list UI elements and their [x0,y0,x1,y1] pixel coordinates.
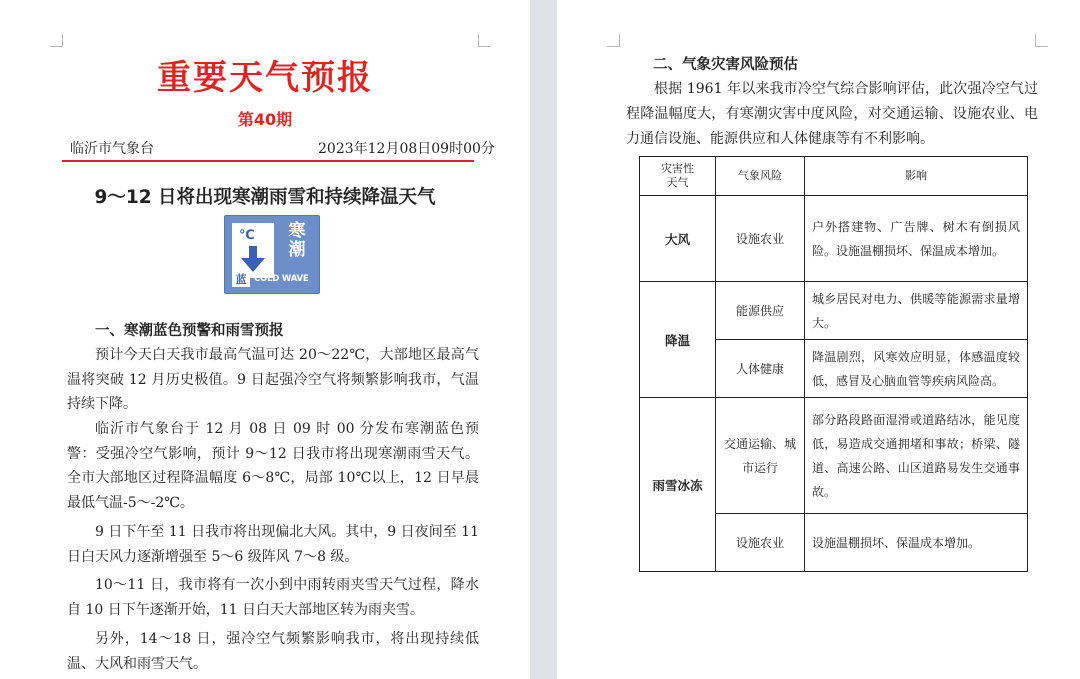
paragraph: 临沂市气象台于 12 月 08 日 09 时 00 分发布寒潮蓝色预警：受强冷空气影响，预计 9～12 日我市将出现寒潮雨雪天气。全市大部地区过程降温幅度 6～8℃，局部 10℃以上，12 日早晨最低气温-5～-2℃。 [67,421,479,511]
paragraph: 根据 1961 年以来我市冷空气综合影响评估，此次强冷空气过程降温幅度大，有寒潮灾害中度风险，对交通运输、设施农业、电力通信设施、能源供应和人体健康等有不利影响。 [626,81,1038,147]
page-gutter [530,0,557,679]
badge-char-1: 寒 [288,221,306,241]
issue-number: 第40期 [237,110,293,129]
crop-mark [478,34,491,47]
section-heading-2: 二、气象灾害风险预估 [653,57,798,73]
document-page-right [557,0,1080,679]
risk-cell: 交通运输、城市运行 [716,398,805,514]
table-header-row [640,157,1028,196]
impact-cell: 降温剧烈，风寒效应明显，体感温度较低，感冒及心脑血管等疾病风险高。 [805,340,1028,398]
risk-cell: 设施农业 [716,514,805,572]
impact-cell: 户外搭建物、广告牌、树木有倒损风险。设施温棚损坏、保温成本增加。 [805,196,1028,282]
weather-cell: 大风 [640,196,716,282]
thermometer-arrow-icon [232,223,274,278]
risk-table [639,156,1028,572]
weather-cell: 降温 [640,282,716,398]
badge-char-2: 潮 [288,240,306,260]
crop-mark [1035,34,1048,47]
header-weather: 灾害性 天气 [640,157,716,196]
badge-level: 蓝 [232,272,250,287]
risk-cell: 能源供应 [716,282,805,340]
section-heading-1: 一、寒潮蓝色预警和雨雪预报 [95,323,284,339]
paragraph: 另外，14～18 日，强冷空气频繁影响我市，将出现持续低温、大风和雨雪天气。 [67,631,479,672]
impact-cell: 设施温棚损坏、保温成本增加。 [805,514,1028,572]
table-row [640,398,1028,514]
paragraph: 10～11 日，我市将有一次小到中雨转雨夹雪天气过程，降水自 10 日下午逐渐开始，11 日白天大部地区转为雨夹雪。 [67,577,479,618]
impact-cell: 城乡居民对电力、供暖等能源需求量增大。 [805,282,1028,340]
unit-celsius: ℃ [239,228,255,243]
header-rule [62,160,474,162]
table-row [640,196,1028,282]
risk-cell: 人体健康 [716,340,805,398]
weather-cell: 雨雪冰冻 [640,398,716,572]
cold-wave-blue-warning-icon [224,215,320,294]
paragraph: 预计今天白天我市最高气温可达 20～22℃，大部地区最高气温将突破 12 月历史极值。9 日起强冷空气将频繁影响我市，气温持续下降。 [67,347,479,412]
bulletin-title: 重要天气预报 [157,58,373,98]
issue-datetime: 2023年12月08日09时00分 [318,141,495,157]
document-page-left [0,0,530,679]
issuer: 临沂市气象台 [70,141,154,157]
risk-cell: 设施农业 [716,196,805,282]
header-risk: 气象风险 [716,157,805,196]
table-row [640,282,1028,340]
crop-mark [607,34,620,47]
crop-mark [50,34,63,47]
impact-cell: 部分路段路面湿滑或道路结冰，能见度低，易造成交通拥堵和事故；桥梁、隧道、高速公路、山区道路易发生交通事故。 [805,398,1028,514]
paragraph: 9 日下午至 11 日我市将出现偏北大风。其中，9 日夜间至 11 日白天风力逐渐增强至 5～6 级阵风 7～8 级。 [67,524,479,565]
header-impact: 影响 [805,157,1028,196]
badge-english: COLD WAVE [254,274,309,284]
headline: 9～12 日将出现寒潮雨雪和持续降温天气 [94,187,436,208]
